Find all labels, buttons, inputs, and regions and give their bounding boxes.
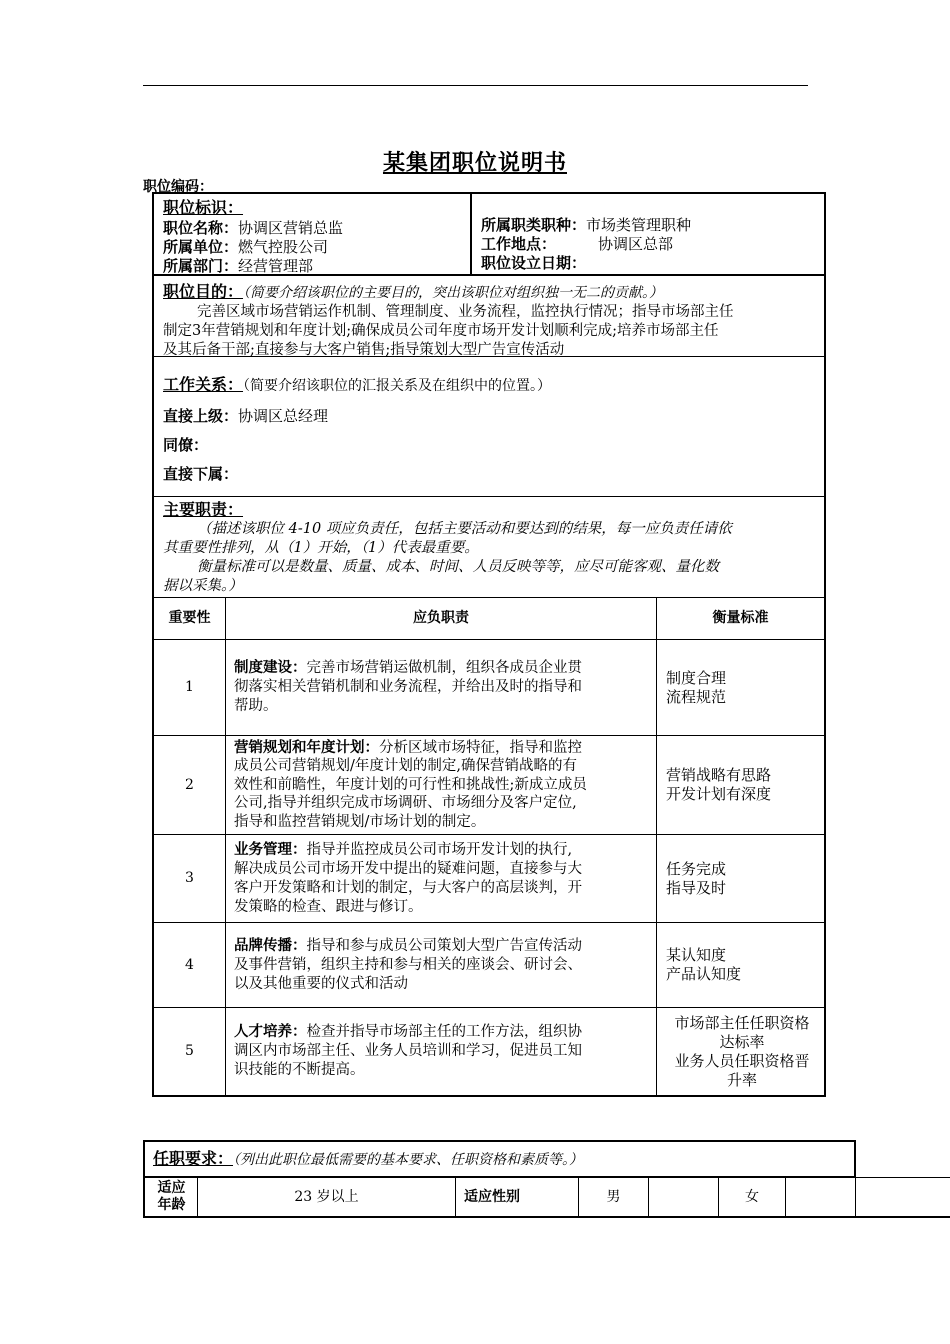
row-2-duty-line-2: 成员公司营销规划/年度计划的制定,确保营销战略的有 (234, 758, 577, 775)
row-5-duty-line-1: 检查并指导市场部主任的工作方法，组织协 (306, 1024, 582, 1040)
duties-hint-1: （描述该职位 4-10 项应负责任，包括主要活动和要达到的结果，每一应负责任请依 (197, 521, 732, 537)
req-row-left (143, 1177, 145, 1217)
col-duty-header: 应负职责 (413, 610, 469, 626)
row-5-duty-title: 人才培养： (234, 1024, 307, 1040)
gender-female: 女 (745, 1188, 759, 1205)
peer-label: 同僚： (163, 436, 209, 454)
row-5-duty-line-2: 调区内市场部主任、业务人员培训和学习，促进员工知 (234, 1043, 582, 1059)
row-1-duty-line-1: 完善市场营销运做机制，组织各成员企业贯 (306, 660, 582, 676)
duties-label: 主要职责： (163, 500, 244, 519)
position-name-value: 协调区营销总监 (238, 219, 344, 237)
row-5-measure-4: 升率 (726, 1070, 757, 1089)
document-title: 某集团职位说明书 (382, 151, 567, 176)
requirements-header (153, 1146, 843, 1170)
row-3-rank: 3 (185, 870, 194, 886)
row-1-measure-2: 流程规范 (666, 687, 727, 706)
row-2-measure-2: 开发计划有深度 (666, 785, 772, 803)
row-5-measure-3: 业务人员任职资格晋 (674, 1051, 810, 1070)
row-2-duty-line-1: 分析区域市场特征，指导和监控 (379, 739, 582, 756)
col-measure-header: 衡量标准 (712, 610, 769, 626)
row-3-duty (234, 835, 654, 922)
purpose-line-3: 及其后备干部;直接参与大客户销售;指导策划大型广告宣传活动 (163, 342, 565, 358)
relations-section (163, 372, 823, 484)
divider-col-duty (656, 597, 657, 1097)
row-3-measure-1: 任务完成 (666, 859, 727, 878)
superior-label: 直接上级： (163, 407, 239, 425)
row-5-duty-line-3: 识技能的不断提高。 (234, 1062, 365, 1078)
row-5-rank: 5 (185, 1043, 194, 1059)
req-row-top (856, 1177, 950, 1178)
purpose-hint: （简要介绍该职位的主要目的，突出该职位对组织独一无二的贡献。） (243, 285, 664, 301)
purpose-label: 职位目的： (163, 282, 244, 301)
row-5-duty (234, 1008, 654, 1095)
row-5-measure (660, 1008, 824, 1095)
row-1-duty-title: 制度建设： (234, 660, 307, 676)
row-3-duty-line-3: 客户开发策略和计划的制定，与大客户的高层谈判，开 (234, 879, 582, 896)
row-4-rank: 4 (185, 956, 194, 973)
req-row-bottom (143, 1216, 950, 1218)
age-label-line-2: 年龄 (157, 1197, 186, 1213)
gender-label: 适应性别 (464, 1188, 520, 1205)
duties-hint-2: 其重要性排列，从（1）开始，（1）代表最重要。 (163, 540, 479, 556)
req-col-4 (648, 1177, 649, 1217)
divider-identity-middle (470, 192, 472, 275)
row-3-measure (666, 835, 824, 922)
relations-label: 工作关系： (163, 375, 244, 394)
age-label (146, 1180, 197, 1214)
row-3-duty-line-2: 解决成员公司市场开发中提出的疑难问题，直接参与大 (234, 860, 582, 877)
row-4-measure-1: 某认知度 (666, 946, 727, 964)
row-1-duty (234, 640, 654, 735)
col-importance-header: 重要性 (168, 610, 211, 626)
row-2-duty-line-5: 指导和监控营销规划/市场计划的制定。 (234, 813, 486, 830)
row-1-duty-line-2: 彻落实相关营销机制和业务流程，并给出及时的指导和 (234, 679, 582, 695)
subordinate-label: 直接下属： (163, 465, 239, 483)
identity-section (163, 197, 463, 276)
superior-value: 协调区总经理 (238, 407, 329, 425)
row-1-rank: 1 (185, 679, 194, 695)
established-date-label: 职位设立日期： (481, 254, 587, 272)
divider-col-importance (225, 597, 226, 1097)
row-5-measure-2: 达标率 (719, 1032, 765, 1051)
gender-male: 男 (606, 1188, 621, 1205)
purpose-line-2: 制定3年营销规划和年度计划;确保成员公司年度市场开发计划顺利完成;培养市场部主任 (163, 323, 719, 339)
header-rule (143, 85, 808, 86)
row-2-duty (234, 736, 654, 834)
row-4-measure (666, 923, 824, 1007)
row-4-measure-2: 产品认知度 (666, 965, 742, 983)
identity-section-label: 职位标识： (163, 198, 244, 217)
department-value: 经营管理部 (238, 257, 314, 275)
row-2-duty-title: 营销规划和年度计划： (234, 739, 379, 756)
row-5-measure-1: 市场部主任任职资格 (674, 1013, 810, 1032)
relations-hint: （简要介绍该职位的汇报关系及在组织中的位置。） (243, 378, 552, 394)
row-4-duty-line-3: 以及其他重要的仪式和活动 (234, 975, 408, 992)
row-3-duty-line-4: 发策略的检查、跟进与修订。 (234, 898, 423, 915)
row-4-duty-line-1: 指导和参与成员公司策划大型广告宣传活动 (306, 937, 582, 954)
duties-section (163, 500, 823, 596)
position-name-label: 职位名称： (163, 219, 239, 237)
department-label: 所属部门： (163, 257, 239, 275)
unit-label: 所属单位： (163, 238, 239, 256)
category-label: 所属职类职种： (481, 216, 587, 234)
row-1-measure (666, 640, 824, 735)
row-4-duty-line-2: 及事件营销，组织主持和参与相关的座谈会、研讨会、 (234, 956, 582, 973)
row-4-duty (234, 923, 654, 1007)
duties-hint-4: 据以采集。） (163, 578, 243, 594)
divider-relations-bottom (152, 496, 826, 497)
age-value: 23 岁以上 (294, 1188, 359, 1205)
row-1-duty-line-3: 帮助。 (234, 698, 278, 714)
row-2-measure-1: 营销战略有思路 (666, 766, 772, 784)
row-3-duty-title: 业务管理： (234, 841, 307, 858)
row-2-rank: 2 (185, 776, 194, 793)
row-3-duty-line-1: 指导并监控成员公司市场开发计划的执行, (306, 841, 573, 858)
req-col-2 (455, 1177, 456, 1217)
requirements-label: 任职要求： (153, 1149, 234, 1168)
row-2-duty-line-4: 公司,指导并组织完成市场调研、市场细分及客户定位, (234, 795, 577, 812)
location-label: 工作地点： (481, 235, 557, 253)
purpose-section (163, 279, 823, 360)
row-3-measure-2: 指导及时 (666, 878, 727, 897)
purpose-line-1: 完善区域市场营销运作机制、管理制度、业务流程，监控执行情况；指导市场部主任 (197, 304, 734, 320)
position-code-label: 职位编码： (143, 179, 213, 195)
location-value: 协调区总部 (598, 235, 674, 253)
req-col-7 (855, 1177, 856, 1217)
row-1-measure-1: 制度合理 (666, 668, 727, 687)
req-col-6 (785, 1177, 786, 1217)
age-label-line-1: 适应 (157, 1180, 186, 1196)
row-4-duty-title: 品牌传播： (234, 937, 307, 954)
identity-right (481, 216, 821, 273)
row-2-measure (666, 736, 824, 834)
category-value: 市场类管理职种 (586, 216, 692, 234)
requirements-hint: （列出此职位最低需要的基本要求、任职资格和素质等。） (233, 1152, 584, 1168)
unit-value: 燃气控股公司 (238, 238, 329, 256)
row-2-duty-line-3: 效性和前瞻性，年度计划的可行性和挑战性;新成立成员 (234, 776, 587, 793)
duties-hint-3: 衡量标准可以是数量、质量、成本、时间、人员反映等等，应尽可能客观、量化数 (197, 559, 719, 575)
